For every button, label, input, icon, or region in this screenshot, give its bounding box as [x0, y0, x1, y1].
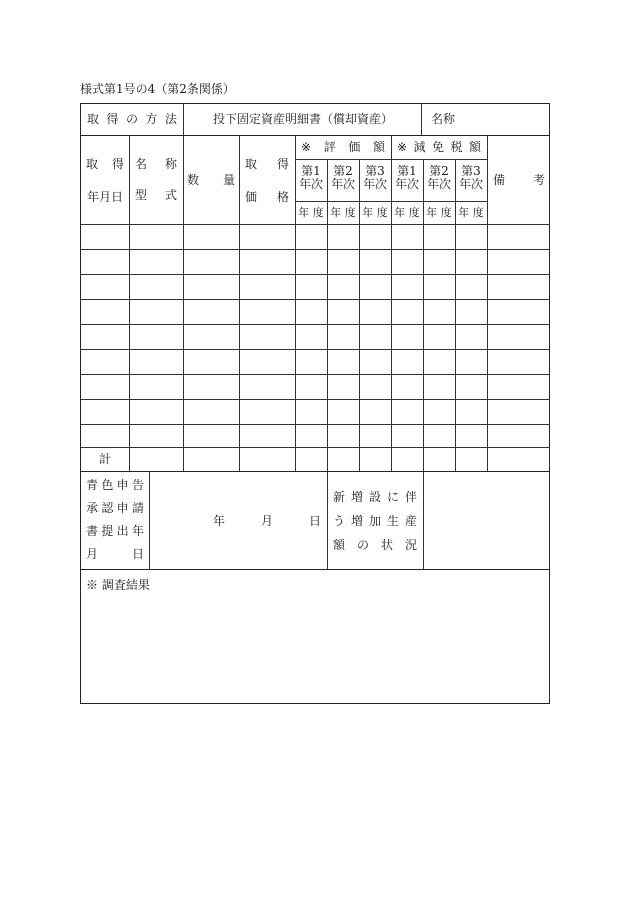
- blue-return-label-line2: 承 認 申 請: [86, 501, 144, 515]
- valuation-year1-header: 第1 年次: [298, 164, 323, 191]
- blue-return-label-line1: 青 色 申 告: [86, 478, 144, 492]
- tax-year1-fiscal-year: 年 度: [394, 206, 420, 219]
- tax-year2-fiscal-year: 年 度: [426, 206, 452, 219]
- tax-year3-header: 第3 年次: [458, 164, 483, 191]
- price-header-line2: 価 格: [245, 190, 289, 204]
- model-header-line2: 型 式: [135, 188, 177, 202]
- survey-result-box: [80, 569, 550, 704]
- tax-year2-header: 第2 年次: [426, 164, 451, 191]
- new-facility-label-line1: 新 増 設 に 伴: [333, 490, 417, 504]
- tax-reduction-group-header: ※ 減 免 税 額: [397, 140, 481, 154]
- new-facility-label-line2: う 増 加 生 産: [333, 514, 417, 528]
- total-label: 計: [98, 452, 111, 466]
- blue-return-date-day: 日: [309, 514, 322, 528]
- name-header-line1: 名 称: [135, 157, 177, 171]
- valuation-group-header: ※ 評 価 額: [301, 140, 385, 154]
- remarks-header: 備 考: [493, 173, 545, 187]
- acquisition-method-label: 取 得 の 方 法: [87, 112, 177, 126]
- name-field[interactable]: [471, 108, 546, 130]
- acquisition-date-header-line2: 年月日: [86, 190, 123, 204]
- asset-detail-table: [80, 135, 550, 472]
- valuation-year1-fiscal-year: 年 度: [298, 206, 324, 219]
- header-row: [80, 103, 550, 136]
- tax-year3-fiscal-year: 年 度: [458, 206, 484, 219]
- blue-return-label-line3: 書 提 出 年: [86, 524, 144, 538]
- survey-result-label: ※ 調査結果: [86, 578, 150, 592]
- acquisition-date-header-line1: 取 得: [86, 157, 124, 171]
- supplementary-info-row: [80, 471, 550, 570]
- valuation-year2-header: 第2 年次: [330, 164, 355, 191]
- valuation-year3-header: 第3 年次: [362, 164, 387, 191]
- tax-year1-header: 第1 年次: [394, 164, 419, 191]
- price-header-line1: 取 得: [245, 157, 289, 171]
- form-title: 様式第1号の4（第2条関係）: [80, 82, 235, 96]
- valuation-year3-fiscal-year: 年 度: [362, 206, 388, 219]
- name-label: 名称: [431, 112, 456, 126]
- blue-return-date-year: 年: [213, 514, 226, 528]
- new-facility-label-line3: 額 の 状 況: [333, 538, 417, 552]
- blue-return-date-month: 月: [261, 514, 274, 528]
- valuation-year2-fiscal-year: 年 度: [330, 206, 356, 219]
- document-title: 投下固定資産明細書（償却資産）: [212, 112, 393, 126]
- quantity-header: 数 量: [187, 173, 235, 187]
- blue-return-label-line4: 月 日: [86, 547, 144, 561]
